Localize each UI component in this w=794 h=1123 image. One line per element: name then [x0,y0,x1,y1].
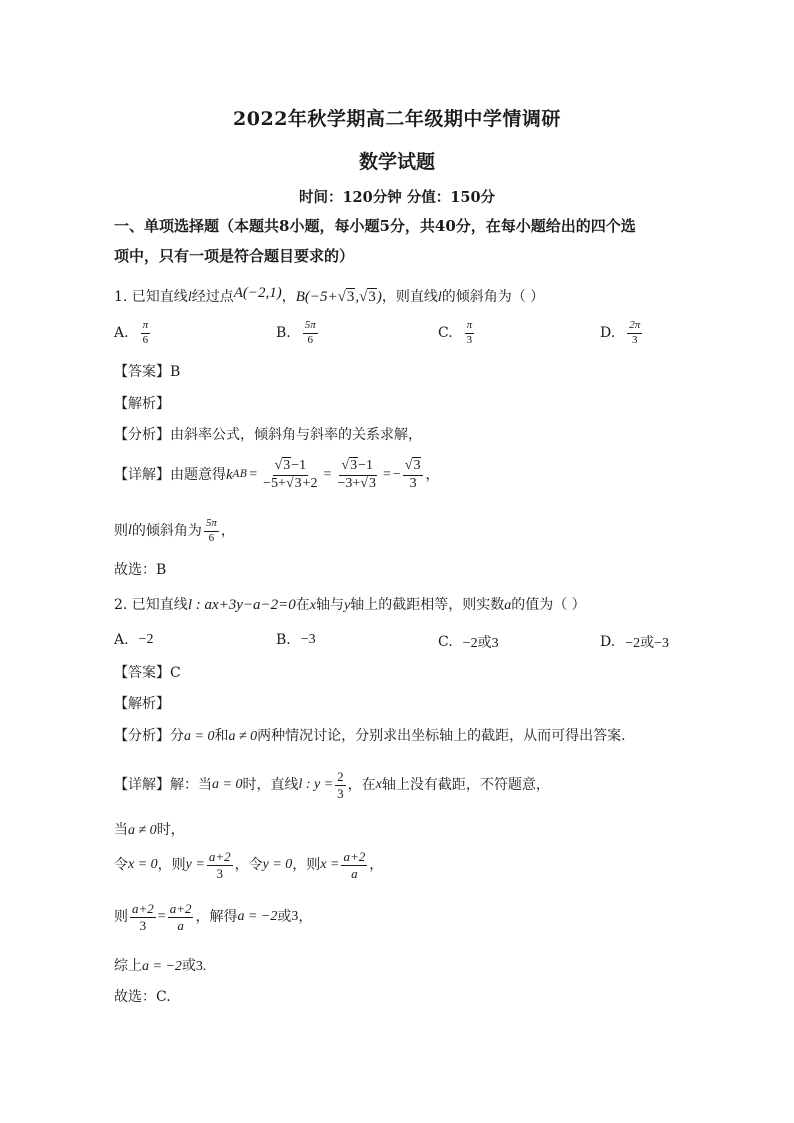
q2-option-d [600,632,669,652]
q2-d3-num: a+2 [208,849,231,864]
q1-comma: ， [281,289,296,305]
q1-detail-label: 【详解】 [114,467,170,484]
exam-subtitle: 数学试题 [358,151,435,173]
q2-d4-c: a = −2 [237,909,278,925]
q2-stem-b: 在 [295,597,310,613]
q1-frac-1 [261,459,319,491]
q1-stem-d: 的倾斜角为（ ） [441,289,545,305]
exam-title: 2022年秋学期高二年级期中学情调研 [233,108,561,130]
q1-option-c-num: π [465,320,475,334]
q2-x: x [309,598,316,613]
q2-option-b-label: B. [276,632,291,648]
q1-point-b: B(−5+√3,√3) [295,289,382,305]
q1-option-d [600,320,644,346]
q1-frac-3-num: √3 [403,459,424,476]
q1-conclusion: 故选：B [114,562,167,578]
q2-d5-a: 综上 [114,958,142,974]
q1-answer-label: 【答案】 [114,364,170,380]
q2-detail-3 [114,850,383,880]
q1-detail-end: ， [425,467,440,484]
q2-answer-label: 【答案】 [114,665,170,681]
q2-a: a [504,598,512,613]
q1-option-b-num: 5π [303,320,318,334]
q1-point-b-sqrt2 [367,287,377,307]
q2-option-b [276,632,316,648]
q1-detail-pre: 由题意得 [170,467,226,484]
q1-option-b-frac [303,320,318,346]
q2-fenxi-c2: a ≠ 0 [228,729,258,744]
q1-option-d-frac [627,320,642,346]
q1-then-frac [204,518,219,544]
section-heading-line1: 一、单项选择题（本题共8小题，每小题5分，共40分，在每小题给出的四个选 [114,217,636,235]
q1-then-den: 6 [208,531,215,544]
q2-stem-d: 轴上的截距相等，则实数 [350,597,505,613]
q2-answer [114,663,181,683]
q2-option-c [438,632,499,652]
q1-then-num: 5π [204,518,219,532]
q2-fenxi-c1: a = 0 [184,729,215,744]
q2-detail-4 [114,902,312,932]
q2-detail-5 [114,956,206,977]
q2-d4-num2: a+2 [169,901,192,916]
q1-frac-1-den-post: +2 [302,475,318,491]
q1-fenxi-label: 【分析】 [114,427,170,443]
q2-d4-num1: a+2 [132,901,154,916]
q2-d4-den2: a [177,917,184,933]
q1-then [114,518,235,544]
q1-answer [114,362,180,382]
q2-d3-d: ，则 [292,857,321,874]
q2-d4-frac-2 [168,902,194,932]
q2-d3-frac-2 [341,850,367,880]
q1-frac-3-num-r: 3 [413,458,421,473]
q2-analysis-label: 【解析】 [114,696,170,712]
q2-fenxi [114,726,626,747]
q1-stem-b: 经过点 [191,289,234,305]
q1-frac-3-den: 3 [409,475,417,491]
q1-point-a: A(−2,1) [233,285,282,301]
q1-frac-2-den: −3+√3 [337,475,376,491]
q1-slope-k: k [226,467,233,484]
q1-detail [114,459,439,491]
q1-frac-1-num-post: −1 [291,458,307,473]
q1-stem-a: 1. 已知直线 [114,289,188,305]
q2-option-a [114,632,153,648]
q2-d3-b: ，则 [157,857,186,874]
q1-point-b-r1: 3 [346,289,355,305]
q1-frac-1-den-pre: −5+ [263,475,286,491]
q1-option-a-label: A. [114,325,129,342]
q1-option-a-den: 6 [142,333,149,346]
q1-point-b-post: ) [376,289,382,305]
q2-detail-label: 【详解】 [114,777,170,794]
q1-frac-1-den-r: 3 [294,475,302,491]
q1-eq-2: = [323,467,332,483]
q2-option-a-label: A. [114,632,129,648]
q2-stem [114,595,586,616]
q2-option-b-text: −3 [300,632,316,647]
q2-d1-eq: l : y = [298,777,334,793]
q2-d4-frac-1 [130,902,156,932]
q2-d4-b: ，解得 [195,909,238,926]
q2-d1-x: x [375,777,382,793]
q2-fenxi-label: 【分析】 [114,728,170,744]
q1-frac-2 [335,459,378,491]
q2-d4-den1: 3 [139,917,147,933]
q1-frac-2-den-pre: −3+ [337,475,361,491]
q2-d3-e: ， [369,857,384,874]
q2-fenxi-b: 和 [214,728,229,744]
q2-line-equation: l : ax+3y−a−2=0 [187,597,296,613]
q1-frac-1-num: √3−1 [273,459,309,476]
q1-frac-2-num-post: −1 [358,458,373,473]
q1-option-d-label: D. [600,325,616,342]
q2-option-c-text: −2或3 [462,636,499,651]
q2-stem-c: 轴与 [316,597,344,613]
q2-d3-x: x = [320,857,340,873]
section-heading-line2: 项中，只有一项是符合题目要求的） [114,247,355,265]
q1-option-c-den: 3 [466,333,473,346]
q1-frac-1-num-r: 3 [283,458,291,473]
q1-analysis-label: 【解析】 [114,396,170,412]
q1-point-b-sqrt1 [346,287,356,307]
q1-point-b-mid: , [355,289,360,305]
q1-frac-3-sign: − [392,467,401,483]
q2-d3-c: ，令 [234,857,263,874]
q1-frac-2-num-r: 3 [350,458,358,473]
q2-option-a-text: −2 [138,632,154,647]
q1-option-a-frac [141,320,151,346]
q2-d1-num: 2 [337,769,344,784]
q2-d2-c: a ≠ 0 [128,823,157,838]
q2-d2-a: 当 [114,822,128,838]
q2-d1-a: 解：当 [170,777,212,794]
q2-d3-a: 令 [114,857,128,874]
q1-option-d-num: 2π [627,320,642,334]
q1-stem-c: ，则直线 [381,289,438,305]
q2-d4-f: ， [298,909,313,926]
q1-option-b [276,320,320,346]
q1-point-b-r2: 3 [368,289,376,305]
q1-frac-2-num: √3−1 [339,459,375,476]
q2-d3-den: 3 [216,865,223,881]
exam-meta: 时间：120分钟 分值：150分 [298,189,496,206]
q2-d2-b: 时， [156,822,185,838]
q1-option-c-label: C. [438,325,453,342]
q2-d3-frac-1 [207,850,233,880]
q2-d3-c1: x = 0 [128,857,158,873]
q1-frac-1-den: −5+√3+2 [263,475,318,491]
q1-option-a-num: π [141,320,151,334]
q1-option-d-den: 3 [631,333,638,346]
q1-line-l-2: l [437,290,442,305]
q2-d1-frac [335,770,346,800]
q2-stem-a: 2. 已知直线 [114,597,188,613]
q2-d1-b: 时，直线 [242,777,299,794]
q2-detail-2 [114,820,185,841]
q1-option-c-frac [465,320,475,346]
q2-d4-a: 则 [114,909,128,926]
q1-stem [114,287,544,308]
q2-conclusion: 故选：C. [114,989,171,1005]
q2-d4-d: 或 [277,909,292,926]
q2-option-d-text: −2或−3 [625,636,669,651]
q1-fenxi-text: 由斜率公式，倾斜角与斜率的关系求解， [170,427,422,443]
q1-eq-3: = [382,467,391,483]
q1-answer-value: B [170,364,181,380]
q1-fenxi [114,425,422,445]
q1-slope-sub: AB [232,469,248,481]
q2-stem-e: 的值为（ ） [511,597,586,613]
q2-d4-eq: = [157,909,166,925]
q2-d5-b: 或 [181,958,196,974]
q2-d3-c2: y = 0 [262,857,293,873]
q1-option-c [438,320,476,346]
q2-detail-1 [114,770,550,800]
q2-d3-y: y = [185,857,205,873]
q1-then-end: ， [220,523,235,540]
q2-d1-den: 3 [337,785,344,801]
q2-d3-den2: a [351,865,358,881]
q1-eq-1: = [249,467,258,483]
q1-option-b-den: 6 [307,333,313,346]
q2-d4-e: 3 [291,909,299,925]
q1-option-a [114,320,152,346]
q1-then-l: l [128,523,132,539]
q2-d5-d: 3. [195,959,207,974]
q1-then-pre: 则 [114,523,128,540]
q1-frac-2-den-r: 3 [368,475,376,491]
q2-d1-d: 轴上没有截距，不符题意， [381,777,550,794]
q2-fenxi-c: 两种情况讨论，分别求出坐标轴上的截距，从而可得出答案. [257,728,626,744]
q2-d1-c: a = 0 [212,777,243,793]
q2-d1-c2: ，在 [347,777,376,794]
q2-y: y [344,598,351,613]
q2-fenxi-a: 分 [170,728,184,744]
q2-d5-c: a = −2 [142,959,182,974]
q1-frac-3 [403,459,424,491]
q2-answer-value: C [170,665,181,681]
q2-d3-num2: a+2 [343,849,366,864]
q1-point-b-pre: B(−5+ [295,289,338,305]
q2-option-d-label: D. [600,634,616,650]
q2-option-c-label: C. [438,634,453,650]
q1-then-mid: 的倾斜角为 [131,523,202,540]
q1-option-b-label: B. [276,325,291,342]
q1-line-l: l [187,290,192,305]
